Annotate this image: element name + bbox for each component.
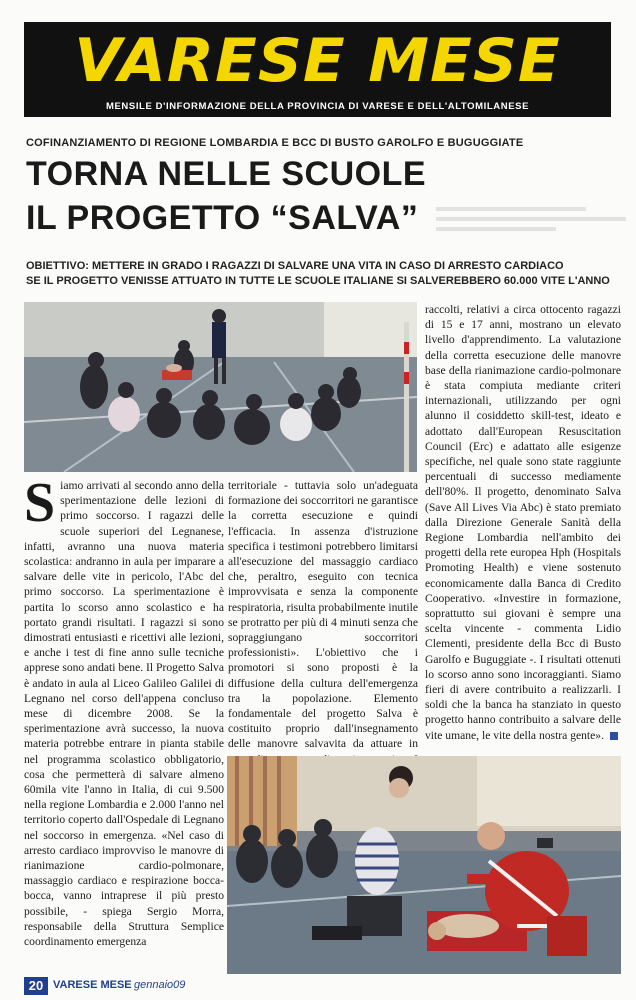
gym-training-photo — [24, 302, 417, 472]
footer-issue: gennaio09 — [134, 979, 186, 991]
column-2-text: territoriale - tuttavia solo un'adeguata formazione dei soccorritori ne garantisce la corretta esecuzione e quindi l'efficacia. In assenza d'istruzione specifica i testimoni potrebbero limitarsi all'esecuzione del massaggio cardiaco che, peraltro, eseguito con tecnica improvvisata e senza la componente respiratoria, risulta probabilmente inutile se protratto per più di 4 minuti senza che sopraggiungano soccorritori professionisti». L'obiettivo che i promotori si sono proposti è la diffusione della cultura dell'emergenza tra la popolazione. Elemento fondamentale del progetto Salva è costituito proprio dall'insegnamento delle manovre salvavita da attuare in — [228, 479, 418, 751]
subhead-line-1: OBIETTIVO: METTERE IN GRADO I RAGAZZI DI SALVARE UNA VITA IN CASO DI ARRESTO CARDIACO — [26, 260, 564, 272]
headline-line-1: TORNA NELLE SCUOLE — [26, 155, 427, 193]
masthead-subtitle: MENSILE D'INFORMAZIONE DELLA PROVINCIA DI VARESE E DELL'ALTOMILANESE — [105, 101, 530, 112]
page-number: 20 — [24, 977, 48, 995]
article-kicker: COFINANZIAMENTO DI REGIONE LOMBARDIA E BCC DI BUSTO GAROLFO E BUGUGGIATE — [26, 137, 524, 149]
masthead-title: VARESE MESE — [74, 26, 561, 96]
column-1-text: iamo arrivati al secondo anno della sperimentazione delle lezioni di primo soccorso. I ragazzi delle scuole superiori del Legnanese, infatti, avranno una nuova materia scolastica: andranno in aula per imparare a salvare delle vite in pericolo, l'Abc del primo soccorso. La sperimentazione è partita lo scorso anno scolastico e ha portato grandi risultati. I ragazzi si sono dimostrati entusiasti e ricettivi alle lezioni, e anche i test di fine anno sulle tecniche apprese sono andati bene. Il Progetto Salva è andato in aula al Liceo Galileo Galilei di Legnano nel corso dell'appena concluso mese di dicembre 2008. Se la sperimentazione avrà successo, la nuova materia potrebbe entrare in pianta stabile nel programma scolastico obbligatorio, cosa che permetterà di salvare almeno 60mila vite l'anno in Italia, di cui 9.500 nella regione Lombardia e 2.000 l'anno nel territorio coperto dall'Ospedale di Legnano nel soccorso in emergenza. «Nel caso di arresto cardiaco improvviso le manovre di rianimazione cardio-polmonare, massaggio cardiaco e respirazione bocca-bocca, vanno intraprese il più presto possibile, - spiega Sergio Morra, responsabile della Struttura Semplice coordinamento emergenza — [24, 479, 224, 949]
page-footer — [24, 977, 324, 995]
article-column-2 — [228, 478, 418, 782]
cpr-demonstration-photo — [227, 756, 621, 974]
article-headline — [26, 152, 466, 240]
column-3-text: raccolti, relativi a circa ottocento ragazzi di 15 e 17 anni, mostrano un elevato livello d'apprendimento. La valutazione della corretta esecuzione delle manovre base della rianimazione cardio-polmonare è stata compiuta mediante criteri internazionali, utilizzando per ogni alunno il cosiddetto skill-test, ideato e adottato dall'European Resuscitation Council (Erc) e adattato alle esigenze specifiche, nel quale sono state raggiunte percentuali di successo mediamente dell'80%. Il progetto, denominato Salva (Save All Lives Via Abc) è stato premiato dalla Direzione Generale Sanità della Regione Lombardia nell'ambito dei progetti della rete europea Hph (Hospitals Promoting Health) e viene sostenuto economicamente dalla Banca di Credito Cooperativo. «Investire in formazione, soprattutto sui giovani è sempre una scelta vincente - commenta Lidio Clementi, presidente della Bcc di Busto Garolfo e Buguggiate -. I risultati ottenuti lo scorso anno sono incoraggianti. Siamo fieri di avere contribuito a realizzarli. I soldi che la banca ha stanziato in questo progetto hanno contribuito a salvare delle vite umane, le vite della nostra gente». — [425, 303, 621, 742]
masthead — [24, 22, 611, 117]
drop-cap: S — [24, 472, 56, 534]
footer-publication: VARESE MESE — [53, 979, 132, 991]
subhead-line-2: SE IL PROGETTO VENISSE ATTUATO IN TUTTE LE SCUOLE ITALIANE SI SALVEREBBERO 60.000 VITE L'ANNO — [26, 275, 610, 287]
article-subhead — [26, 259, 616, 289]
end-of-article-square-icon — [610, 732, 618, 740]
article-column-3 — [425, 302, 621, 743]
article-column-1 — [24, 472, 224, 949]
headline-line-2: IL PROGETTO “SALVA” — [26, 199, 419, 237]
